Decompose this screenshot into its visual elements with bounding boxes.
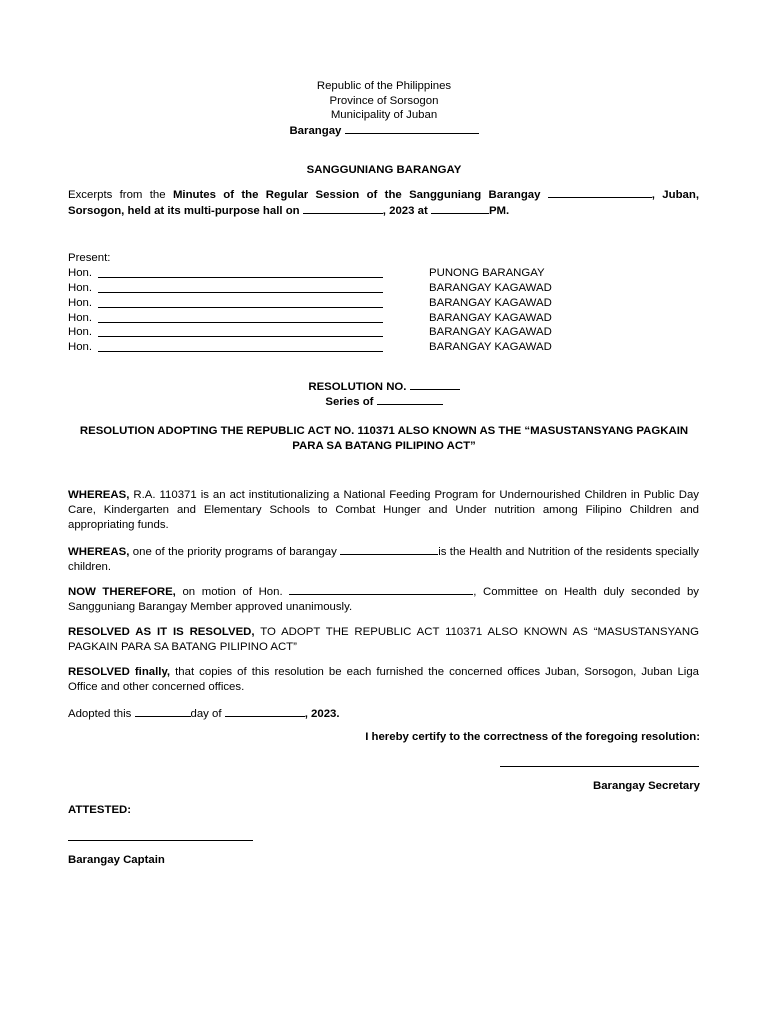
priority-barangay-blank [340, 544, 438, 555]
roster-row: Hon. BARANGAY KAGAWAD [68, 282, 552, 294]
session-time-blank [431, 203, 489, 214]
roster-position: PUNONG BARANGAY [429, 267, 545, 279]
now-therefore-paragraph: NOW THEREFORE, on motion of Hon. , Committee on Health duly seconded by Sangguniang Barangay Member approved unanimously. [68, 586, 699, 613]
adopted-day-blank [135, 706, 191, 717]
roster-row: Hon. BARANGAY KAGAWAD [68, 312, 552, 324]
excerpt-text-3: , Juban, [651, 189, 700, 201]
document-header [0, 79, 768, 138]
excerpt-text-1: Excerpts from the [68, 189, 173, 201]
whereas-paragraph-1: WHEREAS, R.A. 110371 is an act institutionalizing a National Feeding Program for Undernourished Children in Public Day Care, Kindergarten and Elementary Schools to Combat Hunger and Under nutrition among Filipino Children and appropriating funds. [68, 489, 699, 531]
roster-row: Hon. BARANGAY KAGAWAD [68, 326, 552, 338]
province-line: Province of Sorsogon [329, 94, 439, 107]
roster-position: BARANGAY KAGAWAD [429, 326, 552, 338]
barangay-name-blank [345, 123, 479, 134]
resolution-title: RESOLUTION ADOPTING THE REPUBLIC ACT NO. 110371 ALSO KNOWN AS THE “MASUSTANSYANG PAGKAIN PARA SA BATANG PILIPINO ACT” [79, 425, 689, 452]
excerpt-paragraph [68, 187, 699, 219]
captain-title: Barangay Captain [68, 854, 165, 866]
roster-position: BARANGAY KAGAWAD [429, 282, 552, 294]
secretary-title: Barangay Secretary [592, 780, 700, 792]
roster-row: Hon. PUNONG BARANGAY [68, 267, 545, 279]
excerpt-text-2: Minutes of the Regular Session of the Sangguniang Barangay [172, 189, 541, 201]
excerpt-text-5: , 2023 at [382, 205, 428, 217]
roster-position: BARANGAY KAGAWAD [429, 312, 552, 324]
municipality-line: Municipality of Juban [330, 109, 438, 122]
resolution-number-blank [410, 379, 460, 390]
captain-signature-line [68, 840, 253, 841]
resolved-finally-paragraph: RESOLVED finally, that copies of this resolution be each furnished the concerned offices Juban, Sorsogon, Juban Liga Office and other concerned offices. [68, 666, 699, 693]
session-date-blank [303, 203, 383, 214]
secretary-signature-line [500, 766, 699, 767]
motion-by-blank [289, 584, 473, 595]
barangay-line [0, 123, 768, 138]
roster-position: BARANGAY KAGAWAD [429, 341, 552, 353]
resolved-paragraph: RESOLVED AS IT IS RESOLVED, TO ADOPT THE REPUBLIC ACT 110371 ALSO KNOWN AS “MASUSTANSYANG PAGKAIN PARA SA BATANG PILIPINO ACT” [68, 626, 699, 653]
excerpt-text-4: Sorsogon, held at its multi-purpose hall on [68, 205, 300, 217]
country-line: Republic of the Philippines [316, 80, 452, 92]
roster-row: Hon. BARANGAY KAGAWAD [68, 341, 552, 353]
roster-row: Hon. BARANGAY KAGAWAD [68, 297, 552, 309]
council-title: SANGGUNIANG BARANGAY [306, 164, 462, 176]
certification-statement: I hereby certify to the correctness of the foregoing resolution: [365, 731, 700, 743]
adopted-month-blank [225, 706, 305, 717]
whereas-paragraph-2: WHEREAS, one of the priority programs of barangay is the Health and Nutrition of the residents specially children. [68, 546, 699, 573]
resolution-series: Series of [0, 394, 768, 410]
attested-label: ATTESTED: [68, 804, 132, 816]
roster-position: BARANGAY KAGAWAD [429, 297, 552, 309]
resolution-number: RESOLUTION NO. [0, 379, 768, 395]
adopted-line: Adopted this day of , 2023. [68, 708, 340, 720]
present-label: Present: [68, 252, 111, 264]
barangay-label: Barangay [289, 125, 342, 138]
barangay-blank [548, 187, 652, 198]
excerpt-text-6: PM. [488, 205, 510, 217]
series-blank [377, 394, 443, 405]
